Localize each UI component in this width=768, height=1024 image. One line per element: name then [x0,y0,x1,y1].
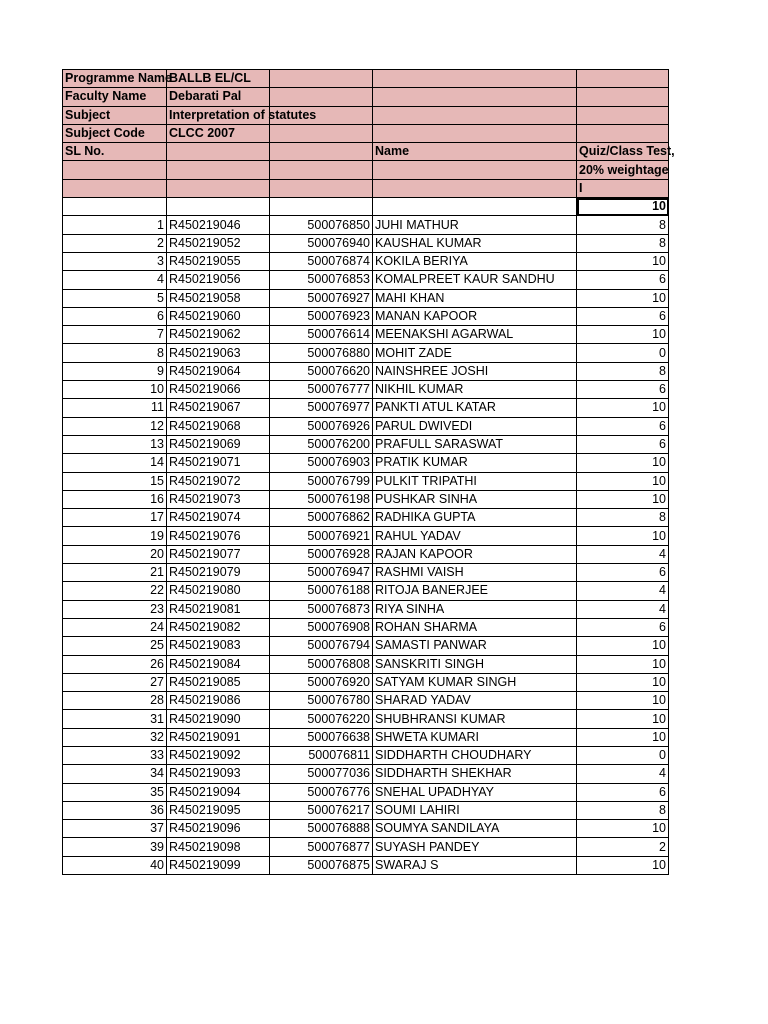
sap-id-cell[interactable]: 500076638 [270,728,373,746]
sap-id-cell[interactable]: 500076220 [270,710,373,728]
student-name-cell[interactable]: MAHI KHAN [373,289,577,307]
sap-id-cell[interactable]: 500076776 [270,783,373,801]
table-row [63,252,669,270]
student-name-cell[interactable]: RAJAN KAPOOR [373,545,577,563]
marks-cell[interactable]: 10 [577,692,669,710]
marks-cell[interactable]: 8 [577,216,669,234]
marks-cell[interactable]: 10 [577,655,669,673]
sap-id-cell[interactable]: 500076188 [270,582,373,600]
sl-no-cell[interactable]: 25 [63,637,167,655]
sl-no-cell[interactable]: 36 [63,801,167,819]
table-row [63,527,669,545]
sl-no-cell[interactable]: 14 [63,454,167,472]
roll-no-cell[interactable]: R450219091 [167,728,270,746]
empty-cell[interactable] [270,70,373,88]
sl-no-cell[interactable]: 10 [63,381,167,399]
sl-no-cell[interactable]: 9 [63,362,167,380]
roll-no-cell[interactable]: R450219052 [167,234,270,252]
sap-id-cell[interactable]: 500076873 [270,600,373,618]
student-name-cell[interactable]: KOKILA BERIYA [373,252,577,270]
student-name-cell[interactable]: NIKHIL KUMAR [373,381,577,399]
sap-id-cell[interactable]: 500076217 [270,801,373,819]
marks-cell[interactable]: 10 [577,673,669,691]
table-row [63,344,669,362]
sl-no-cell[interactable]: 17 [63,509,167,527]
sl-no-cell[interactable]: 15 [63,472,167,490]
empty-cell[interactable] [373,88,577,106]
empty-cell[interactable] [63,179,167,197]
roll-no-cell[interactable]: R450219086 [167,692,270,710]
subject-row [63,106,669,124]
roll-no-cell[interactable]: R450219082 [167,618,270,636]
sl-no-cell[interactable]: 8 [63,344,167,362]
marks-cell[interactable]: 10 [577,454,669,472]
marks-cell[interactable]: 10 [577,252,669,270]
roll-no-cell[interactable]: R450219068 [167,417,270,435]
student-name-cell[interactable]: PARUL DWIVEDI [373,417,577,435]
empty-cell[interactable] [373,179,577,197]
sap-id-cell[interactable]: 500076862 [270,509,373,527]
sap-id-cell[interactable]: 500076926 [270,417,373,435]
roll-no-cell[interactable]: R450219085 [167,673,270,691]
quiz-header-line-3[interactable]: I [577,179,669,197]
table-row [63,746,669,764]
student-name-cell[interactable]: PUSHKAR SINHA [373,490,577,508]
sap-id-cell[interactable]: 500076799 [270,472,373,490]
roll-no-cell[interactable]: R450219098 [167,838,270,856]
table-row [63,435,669,453]
student-name-cell[interactable]: SHARAD YADAV [373,692,577,710]
student-name-cell[interactable]: ROHAN SHARMA [373,618,577,636]
sap-id-cell[interactable]: 500076198 [270,490,373,508]
empty-cell[interactable] [63,161,167,179]
table-row [63,783,669,801]
sap-id-cell[interactable]: 500076908 [270,618,373,636]
student-name-cell[interactable]: RAHUL YADAV [373,527,577,545]
student-name-cell[interactable]: JUHI MATHUR [373,216,577,234]
sl-no-cell[interactable]: 23 [63,600,167,618]
marks-cell[interactable]: 8 [577,362,669,380]
empty-cell[interactable] [167,179,270,197]
sl-no-cell[interactable]: 6 [63,307,167,325]
roll-no-cell[interactable]: R450219055 [167,252,270,270]
column-header-row-2 [63,161,669,179]
marks-cell[interactable]: 6 [577,417,669,435]
empty-cell[interactable] [373,70,577,88]
roll-no-cell[interactable]: R450219064 [167,362,270,380]
empty-cell[interactable] [270,143,373,161]
marks-cell[interactable]: 6 [577,435,669,453]
sap-id-cell[interactable]: 500076921 [270,527,373,545]
roll-no-cell[interactable]: R450219073 [167,490,270,508]
sap-id-cell[interactable]: 500076880 [270,344,373,362]
sap-id-cell[interactable]: 500077036 [270,765,373,783]
quiz-header-line-2[interactable]: 20% weightage [577,161,669,179]
sap-id-cell[interactable]: 500076620 [270,362,373,380]
column-header-row [63,143,669,161]
marks-cell[interactable]: 4 [577,765,669,783]
student-name-cell[interactable]: SOUMI LAHIRI [373,801,577,819]
roll-no-cell[interactable]: R450219071 [167,454,270,472]
roll-no-cell[interactable]: R450219058 [167,289,270,307]
marks-cell[interactable]: 10 [577,856,669,874]
sl-no-cell[interactable]: 5 [63,289,167,307]
sap-id-cell[interactable]: 500076920 [270,673,373,691]
sap-id-cell[interactable]: 500076794 [270,637,373,655]
student-name-cell[interactable]: PRATIK KUMAR [373,454,577,472]
marks-cell[interactable]: 10 [577,637,669,655]
programme-label-cell[interactable]: Programme Name [63,70,167,88]
sl-no-cell[interactable]: 4 [63,271,167,289]
sap-id-cell[interactable]: 500076808 [270,655,373,673]
table-row [63,509,669,527]
marks-cell[interactable]: 10 [577,399,669,417]
table-row [63,838,669,856]
roll-no-cell[interactable]: R450219076 [167,527,270,545]
roll-no-cell[interactable]: R450219062 [167,326,270,344]
marks-cell[interactable]: 6 [577,564,669,582]
roll-no-cell[interactable]: R450219081 [167,600,270,618]
roll-no-cell[interactable]: R450219066 [167,381,270,399]
table-row [63,820,669,838]
table-row [63,399,669,417]
sl-no-cell[interactable]: 27 [63,673,167,691]
table-row [63,472,669,490]
sl-no-cell[interactable]: 20 [63,545,167,563]
empty-cell[interactable] [270,179,373,197]
student-name-cell[interactable]: SUYASH PANDEY [373,838,577,856]
marks-cell[interactable]: 10 [577,472,669,490]
marks-cell[interactable]: 0 [577,746,669,764]
programme-value-cell[interactable]: BALLB EL/CL [167,70,270,88]
table-row [63,289,669,307]
subject-label-cell[interactable]: Subject [63,106,167,124]
sap-id-cell[interactable]: 500076850 [270,216,373,234]
empty-cell[interactable] [270,161,373,179]
student-name-cell[interactable]: NAINSHREE JOSHI [373,362,577,380]
sap-id-cell[interactable]: 500076877 [270,838,373,856]
marks-cell[interactable]: 6 [577,381,669,399]
table-row [63,234,669,252]
table-row [63,856,669,874]
marks-cell[interactable]: 4 [577,545,669,563]
roll-no-cell[interactable]: R450219094 [167,783,270,801]
sl-no-cell[interactable]: 12 [63,417,167,435]
sap-id-cell[interactable]: 500076928 [270,545,373,563]
table-row [63,765,669,783]
sl-no-cell[interactable]: 40 [63,856,167,874]
sl-no-cell[interactable]: 1 [63,216,167,234]
sap-id-cell[interactable]: 500076927 [270,289,373,307]
roll-no-cell[interactable]: R450219080 [167,582,270,600]
sap-id-cell[interactable]: 500076780 [270,692,373,710]
student-name-cell[interactable]: SAMASTI PANWAR [373,637,577,655]
sap-id-cell[interactable]: 500076888 [270,820,373,838]
roll-no-cell[interactable]: R450219074 [167,509,270,527]
student-name-cell[interactable]: KAUSHAL KUMAR [373,234,577,252]
sl-no-cell[interactable]: 3 [63,252,167,270]
empty-cell[interactable] [167,161,270,179]
student-name-cell[interactable]: SHWETA KUMARI [373,728,577,746]
student-name-cell[interactable]: SHUBHRANSI KUMAR [373,710,577,728]
student-name-cell[interactable]: SNEHAL UPADHYAY [373,783,577,801]
table-row [63,417,669,435]
sl-no-cell[interactable]: 24 [63,618,167,636]
empty-cell[interactable] [270,88,373,106]
student-name-cell[interactable]: PRAFULL SARASWAT [373,435,577,453]
empty-cell[interactable] [63,198,167,216]
empty-cell[interactable] [167,198,270,216]
sap-id-cell[interactable]: 500076875 [270,856,373,874]
table-row [63,801,669,819]
sap-id-cell[interactable]: 500076614 [270,326,373,344]
spreadsheet [62,69,675,875]
marks-cell[interactable]: 8 [577,234,669,252]
empty-cell[interactable] [373,161,577,179]
student-name-cell[interactable]: SIDDHARTH CHOUDHARY [373,746,577,764]
table-row [63,326,669,344]
roll-no-cell[interactable]: R450219067 [167,399,270,417]
sl-no-cell[interactable]: 28 [63,692,167,710]
roll-no-cell[interactable]: R450219056 [167,271,270,289]
marks-cell[interactable]: 4 [577,600,669,618]
student-name-cell[interactable]: PULKIT TRIPATHI [373,472,577,490]
code-label-cell[interactable]: Subject Code [63,124,167,142]
student-name-cell[interactable]: RIYA SINHA [373,600,577,618]
student-name-cell[interactable]: RADHIKA GUPTA [373,509,577,527]
marks-cell[interactable]: 8 [577,801,669,819]
faculty-label-cell[interactable]: Faculty Name [63,88,167,106]
marks-cell[interactable]: 10 [577,289,669,307]
empty-cell[interactable] [577,88,669,106]
sap-id-cell[interactable]: 500076923 [270,307,373,325]
empty-cell[interactable] [577,124,669,142]
marks-cell[interactable]: 10 [577,326,669,344]
roll-no-cell[interactable]: R450219072 [167,472,270,490]
marks-cell[interactable]: 0 [577,344,669,362]
sap-id-cell[interactable]: 500076874 [270,252,373,270]
sap-id-cell[interactable]: 500076940 [270,234,373,252]
table-row [63,637,669,655]
roll-no-cell[interactable]: R450219096 [167,820,270,838]
table-row [63,545,669,563]
table-row [63,655,669,673]
sl-no-cell[interactable]: 26 [63,655,167,673]
sl-no-cell[interactable]: 16 [63,490,167,508]
sap-id-cell[interactable]: 500076977 [270,399,373,417]
table-row [63,216,669,234]
roll-no-cell[interactable]: R450219092 [167,746,270,764]
sap-id-cell[interactable]: 500076947 [270,564,373,582]
quiz-header-line-1[interactable]: Quiz/Class Test, [577,143,669,161]
table-row [63,710,669,728]
table-row [63,381,669,399]
marks-cell[interactable]: 6 [577,618,669,636]
empty-cell[interactable] [373,198,577,216]
marks-cell[interactable]: 10 [577,820,669,838]
table-row [63,564,669,582]
empty-cell[interactable] [270,124,373,142]
student-name-cell[interactable]: SIDDHARTH SHEKHAR [373,765,577,783]
empty-cell[interactable] [373,106,577,124]
student-name-cell[interactable]: KOMALPREET KAUR SANDHU [373,271,577,289]
roll-no-cell[interactable]: R450219095 [167,801,270,819]
sl-no-cell[interactable]: 13 [63,435,167,453]
max-marks-cell[interactable]: 10 [577,198,669,216]
sl-no-cell[interactable]: 31 [63,710,167,728]
name-header[interactable]: Name [373,143,577,161]
roll-no-cell[interactable]: R450219046 [167,216,270,234]
sl-no-cell[interactable]: 33 [63,746,167,764]
student-name-cell[interactable]: MANAN KAPOOR [373,307,577,325]
empty-cell[interactable] [270,198,373,216]
programme-row [63,70,669,88]
student-name-cell[interactable]: MOHIT ZADE [373,344,577,362]
sap-id-cell[interactable]: 500076777 [270,381,373,399]
student-name-cell[interactable]: SATYAM KUMAR SINGH [373,673,577,691]
max-marks-row [63,198,669,216]
student-name-cell[interactable]: SWARAJ S [373,856,577,874]
roll-no-cell[interactable]: R450219063 [167,344,270,362]
sl-no-cell[interactable]: 32 [63,728,167,746]
sap-id-cell[interactable]: 500076853 [270,271,373,289]
roll-no-cell[interactable]: R450219090 [167,710,270,728]
sl-no-cell[interactable]: 34 [63,765,167,783]
roll-no-cell[interactable]: R450219093 [167,765,270,783]
sap-id-cell[interactable]: 500076200 [270,435,373,453]
table-row [63,618,669,636]
sl-no-cell[interactable]: 11 [63,399,167,417]
subject-code-row [63,124,669,142]
marks-cell[interactable]: 6 [577,307,669,325]
student-name-cell[interactable]: PANKTI ATUL KATAR [373,399,577,417]
marks-cell[interactable]: 10 [577,527,669,545]
sl-no-header[interactable]: SL No. [63,143,167,161]
table-row [63,271,669,289]
table-row [63,673,669,691]
faculty-row [63,88,669,106]
column-header-row-3 [63,179,669,197]
empty-cell[interactable] [373,124,577,142]
table-row [63,728,669,746]
sl-no-cell[interactable]: 2 [63,234,167,252]
roll-no-cell[interactable]: R450219099 [167,856,270,874]
marks-cell[interactable]: 6 [577,271,669,289]
table-row [63,307,669,325]
sl-no-cell[interactable]: 39 [63,838,167,856]
student-name-cell[interactable]: MEENAKSHI AGARWAL [373,326,577,344]
student-name-cell[interactable]: SANSKRITI SINGH [373,655,577,673]
subject-value-cell[interactable]: Interpretation of statutes [167,106,270,124]
sap-id-cell[interactable]: 500076811 [270,746,373,764]
marks-cell[interactable]: 10 [577,728,669,746]
table-row [63,600,669,618]
sl-no-cell[interactable]: 21 [63,564,167,582]
table-row [63,454,669,472]
empty-cell[interactable] [577,70,669,88]
roll-no-cell[interactable]: R450219060 [167,307,270,325]
sl-no-cell[interactable]: 19 [63,527,167,545]
sap-id-cell[interactable]: 500076903 [270,454,373,472]
sl-no-cell[interactable]: 37 [63,820,167,838]
student-name-cell[interactable]: RITOJA BANERJEE [373,582,577,600]
marks-cell[interactable]: 8 [577,509,669,527]
table-row [63,490,669,508]
roll-no-cell[interactable]: R450219079 [167,564,270,582]
marks-cell[interactable]: 2 [577,838,669,856]
roll-no-cell[interactable]: R450219083 [167,637,270,655]
empty-cell[interactable] [577,106,669,124]
table-row [63,582,669,600]
student-name-cell[interactable]: RASHMI VAISH [373,564,577,582]
sl-no-cell[interactable]: 35 [63,783,167,801]
code-value-cell[interactable]: CLCC 2007 [167,124,270,142]
student-name-cell[interactable]: SOUMYA SANDILAYA [373,820,577,838]
marks-cell[interactable]: 10 [577,710,669,728]
roll-no-cell[interactable]: R450219069 [167,435,270,453]
faculty-value-cell[interactable]: Debarati Pal [167,88,270,106]
empty-cell[interactable] [167,143,270,161]
sl-no-cell[interactable]: 7 [63,326,167,344]
table-row [63,362,669,380]
marks-cell[interactable]: 4 [577,582,669,600]
table-row [63,692,669,710]
marks-cell[interactable]: 6 [577,783,669,801]
roll-no-cell[interactable]: R450219077 [167,545,270,563]
marks-table [62,69,675,875]
sl-no-cell[interactable]: 22 [63,582,167,600]
roll-no-cell[interactable]: R450219084 [167,655,270,673]
marks-cell[interactable]: 10 [577,490,669,508]
